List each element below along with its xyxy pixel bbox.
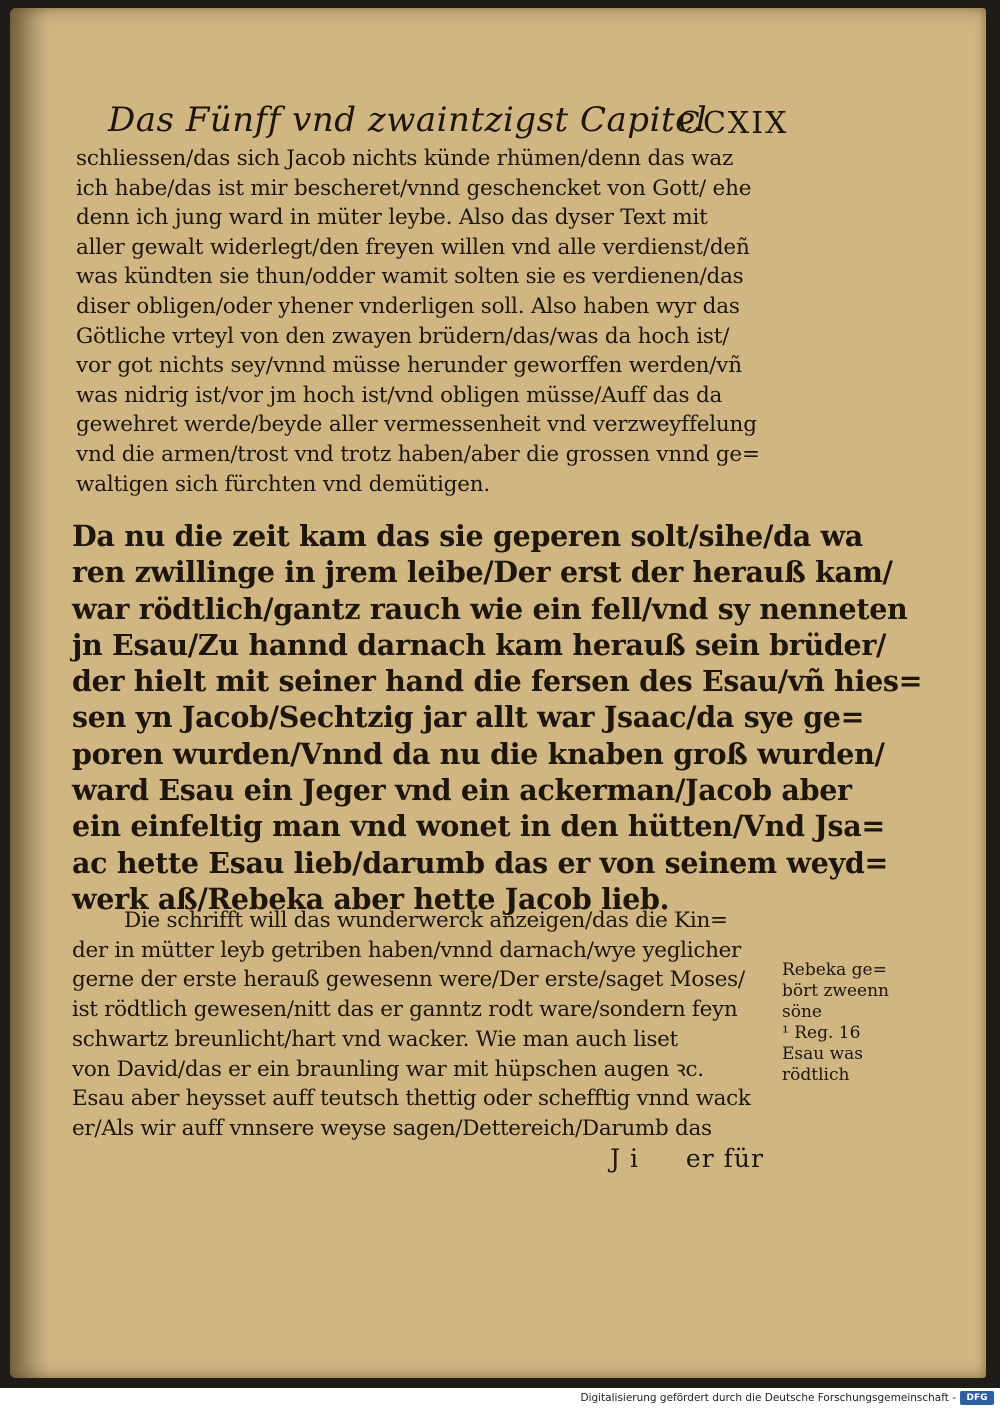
text-line: Götliche vrteyl von den zwayen brüdern/das/was da hoch ist/ (76, 323, 730, 349)
folio-number: CCXIX (678, 106, 789, 141)
signature-mark: J i (610, 1144, 639, 1173)
text-line: ward Esau ein Jeger vnd ein ackerman/Jacob aber (72, 773, 852, 808)
text-line: vnd die armen/trost vnd trotz haben/aber die grossen vnnd ge= (76, 441, 760, 467)
margin-note: bört zweenn (782, 981, 890, 1001)
dfg-logo-icon: DFG (960, 1391, 994, 1405)
text-line: was kündten sie thun/odder wamit solten sie es verdienen/das (76, 264, 744, 290)
text-line: sen yn Jacob/Sechtzig jar allt war Jsaac/da sye ge= (72, 700, 865, 735)
text-line: schliessen/das sich Jacob nichts künde rhümen/denn das waz (76, 146, 734, 171)
text-line: ren zwillinge in jrem leibe/Der erst der herauß kam/ (72, 555, 893, 590)
margin-note: rödtlich (782, 1065, 850, 1085)
text-line: diser obligen/oder yhener vnderligen soll. Also haben wyr das (76, 293, 740, 319)
text-line: der hielt mit seiner hand die fersen des Esau/vñ hies= (72, 664, 923, 699)
margin-note: söne (782, 1002, 822, 1022)
text-line: vor got nichts sey/vnnd müsse herunder geworffen werden/vñ (76, 353, 742, 379)
text-line: von David/das er ein braunling war mit hüpschen augen ꝛc. (72, 1056, 704, 1082)
text-line: war rödtlich/gantz rauch wie ein fell/vnd sy nenneten (72, 591, 908, 626)
commentary-bottom (72, 906, 784, 1144)
text-line: ich habe/das ist mir bescheret/vnnd geschencket von Gott/ ehe (76, 175, 752, 201)
text-line: was nidrig ist/vor jm hoch ist/vnd obligen müsse/Auff das da (76, 382, 723, 408)
text-line: werk aß/Rebeka aber hette Jacob lieb. (72, 881, 670, 916)
margin-note: ¹ Reg. 16 (782, 1023, 861, 1043)
text-line: gewehret werde/beyde aller vermessenheit vnd verzweyffelung (76, 412, 757, 438)
text-line: ein einfeltig man vnd wonet in den hütten/Vnd Jsa= (72, 809, 885, 844)
catchword-line (610, 1144, 780, 1173)
text-line: aller gewalt widerlegt/den freyen willen vnd alle verdienst/deñ (76, 234, 750, 260)
running-head: Das Fünff vnd zwaintzigst Capitel (108, 100, 708, 140)
bible-text (72, 518, 923, 917)
text-line: Da nu die zeit kam das sie geperen solt/sihe/da wa (72, 519, 863, 553)
funding-credit: Digitalisierung gefördert durch die Deutsche Forschungsgemeinschaft - (580, 1392, 956, 1404)
text-line: schwartz breunlicht/hart vnd wacker. Wie man auch liset (72, 1026, 678, 1052)
catchword: er für (685, 1144, 764, 1173)
text-line: er/Als wir auff vnnsere weyse sagen/Dettereich/Darumb das (72, 1115, 712, 1141)
commentary-top (76, 144, 806, 499)
text-line: Die schrifft will das wunderwerck anzeigen/das die Kin= (124, 908, 728, 933)
text-line: Esau aber heysset auff teutsch thettig oder schefftig vnnd wack (72, 1086, 751, 1112)
margin-note: Esau was (782, 1044, 864, 1064)
text-line: ac hette Esau lieb/darumb das er von seinem weyd= (72, 845, 889, 880)
text-line: ist rödtlich gewesen/nitt das er ganntz rodt ware/sondern feyn (72, 997, 738, 1023)
book-page (10, 8, 986, 1378)
text-line: denn ich jung ward in müter leybe. Also das dyser Text mit (76, 205, 708, 231)
text-line: jn Esau/Zu hannd darnach kam herauß sein brüder/ (72, 627, 887, 662)
text-line: poren wurden/Vnnd da nu die knaben groß wurden/ (72, 736, 885, 771)
text-line: waltigen sich fürchten vnd demütigen. (76, 471, 491, 497)
margin-note: Rebeka ge= (782, 960, 887, 980)
text-line: der in mütter leyb getriben haben/vnnd darnach/wye yeglicher (72, 937, 742, 963)
text-line: gerne der erste herauß gewesenn were/Der erste/saget Moses/ (72, 967, 745, 993)
margin-notes (782, 960, 908, 1086)
